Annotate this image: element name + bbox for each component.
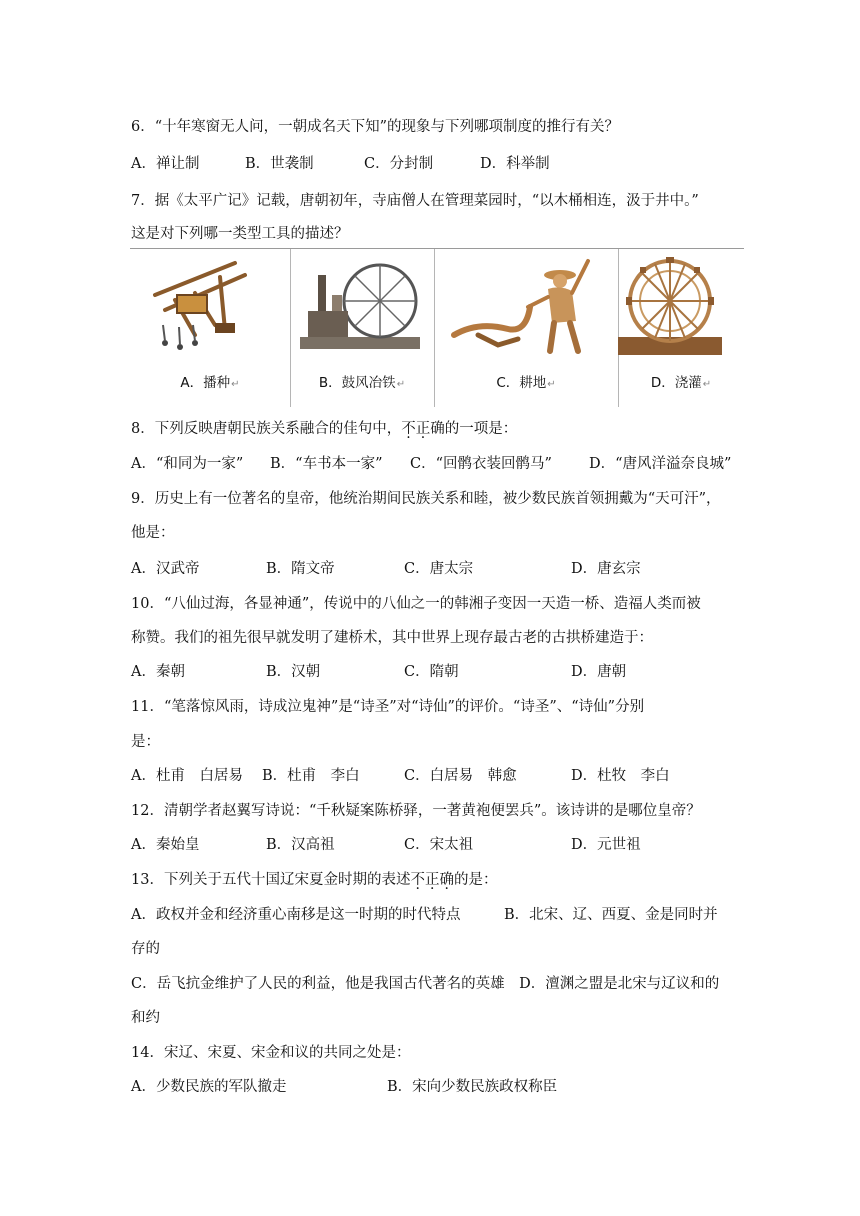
farmer-plough-icon [448, 251, 608, 355]
q6-option-b[interactable]: B．世袭制 [245, 156, 314, 172]
q13-emphasis-bu: 不 [410, 872, 425, 888]
q7-caption-b: B．鼓风冶铁↵ [318, 375, 406, 391]
q9-stem-line2: 他是： [131, 525, 175, 541]
q9-option-c[interactable]: C．唐太宗 [404, 561, 474, 577]
q10-stem-line1: 10．“八仙过海，各显神通”，传说中的八仙之一的韩湘子变因一天造一桥、造福人类而被 [131, 596, 701, 612]
q11-stem-line1: 11．“笔落惊风雨，诗成泣鬼神”是“诗圣”对“诗仙”的评价。“诗圣”、“诗仙”分别 [131, 699, 645, 715]
q11-option-c[interactable]: C．白居易 韩愈 [404, 768, 517, 784]
q14-stem: 14．宋辽、宋夏、宋金和议的共同之处是： [131, 1045, 411, 1061]
q7-figure-c[interactable] [434, 249, 619, 407]
q9-option-b[interactable]: B．隋文帝 [266, 561, 335, 577]
waterwheel-icon [618, 255, 724, 361]
q13-option-ab-line1[interactable]: A．政权并金和经济重心南移是这一时期的时代特点 B．北宋、辽、西夏、金是同时并 [131, 907, 718, 923]
q11-option-b[interactable]: B．杜甫 李白 [262, 768, 360, 784]
q13-stem: 13．下列关于五代十国辽宋夏金时期的表述不正确的是： [131, 872, 498, 888]
q13-option-ab-line2: 存的 [131, 941, 160, 957]
q8-option-d[interactable]: D．“唐风洋溢奈良城” [589, 456, 732, 472]
q10-option-b[interactable]: B．汉朝 [266, 664, 321, 680]
q6-option-c[interactable]: C．分封制 [364, 156, 434, 172]
q8-emphasis-zheng: 正 [415, 421, 431, 437]
q10-option-d[interactable]: D．唐朝 [571, 664, 627, 680]
q13-option-cd-line2: 和约 [131, 1010, 160, 1026]
q6-option-d[interactable]: D．科举制 [480, 156, 550, 172]
seed-drill-icon [135, 255, 255, 355]
q7-stem-line2: 这是对下列哪一类型工具的描述？ [131, 226, 349, 242]
q14-option-a[interactable]: A．少数民族的军队撤走 [131, 1079, 287, 1095]
q8-option-c[interactable]: C．“回鹘衣装回鹘马” [410, 456, 552, 472]
bellows-waterwheel-icon [298, 255, 426, 355]
q12-stem: 12．清朝学者赵翼写诗说：“千秋疑案陈桥驿，一著黄袍便罢兵”。该诗讲的是哪位皇帝？ [131, 803, 701, 819]
q12-option-c[interactable]: C．宋太祖 [404, 837, 474, 853]
q9-stem-line1: 9．历史上有一位著名的皇帝，他统治期间民族关系和睦，被少数民族首领拥戴为“天可汗”， [131, 491, 721, 507]
q8-stem: 8．下列反映唐朝民族关系融合的佳句中，不正确的一项是： [131, 421, 518, 437]
q8-option-b[interactable]: B．“车书本一家” [270, 456, 383, 472]
q8-emphasis-bu: 不 [401, 421, 416, 437]
q6-option-a[interactable]: A．禅让制 [131, 156, 200, 172]
q12-option-a[interactable]: A．秦始皇 [131, 837, 200, 853]
q7-figure-d[interactable] [618, 249, 744, 407]
q12-option-d[interactable]: D．元世祖 [571, 837, 641, 853]
q9-option-d[interactable]: D．唐玄宗 [571, 561, 641, 577]
q7-figure-b[interactable] [290, 249, 435, 407]
q7-figure-table [130, 248, 744, 407]
q7-figure-a[interactable] [130, 249, 291, 407]
q11-option-d[interactable]: D．杜牧 李白 [571, 768, 670, 784]
q7-stem-line1: 7．据《太平广记》记载，唐朝初年，寺庙僧人在管理菜园时，“以木桶相连，汲于井中。” [131, 193, 699, 209]
q8-option-a[interactable]: A．“和同为一家” [131, 456, 244, 472]
q12-option-b[interactable]: B．汉高祖 [266, 837, 335, 853]
q7-caption-d: D．浇灌↵ [650, 375, 712, 391]
q14-option-b[interactable]: B．宋向少数民族政权称臣 [387, 1079, 558, 1095]
q13-emphasis-zheng: 正 [424, 872, 440, 888]
q7-caption-c: C．耕地↵ [496, 375, 556, 391]
q10-option-c[interactable]: C．隋朝 [404, 664, 459, 680]
q10-option-a[interactable]: A．秦朝 [131, 664, 185, 680]
q6-stem: 6．“十年寒窗无人问，一朝成名天下知”的现象与下列哪项制度的推行有关？ [131, 119, 620, 135]
q10-stem-line2: 称赞。我们的祖先很早就发明了建桥术，其中世界上现存最古老的古拱桥建造于： [131, 630, 653, 646]
q11-stem-line2: 是： [131, 734, 160, 750]
q7-caption-a: A．播种↵ [180, 375, 240, 391]
q13-option-cd-line1[interactable]: C．岳飞抗金维护了人民的利益，他是我国古代著名的英雄 D．澶渊之盟是北宋与辽议和的 [131, 976, 720, 992]
q9-option-a[interactable]: A．汉武帝 [131, 561, 200, 577]
q11-option-a[interactable]: A．杜甫 白居易 [131, 768, 243, 784]
q13-emphasis-que: 确 [439, 872, 454, 888]
